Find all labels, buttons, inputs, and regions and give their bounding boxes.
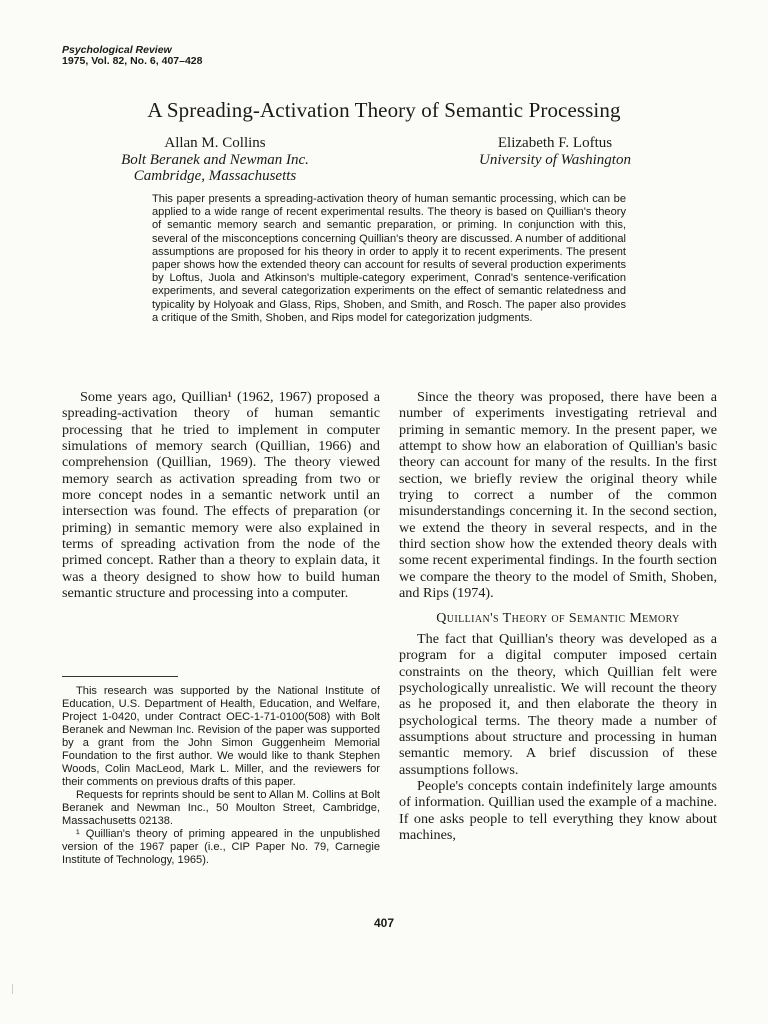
author-1-location: Cambridge, Massachusetts [133,168,297,184]
page-number: 407 [373,916,395,930]
author-2-name: Elizabeth F. Loftus [497,135,613,151]
author-2 [440,135,670,168]
body-column-right [399,389,717,843]
paper-title: A Spreading-Activation Theory of Semantic Processing [147,98,621,122]
author-1-affiliation: Bolt Beranek and Newman Inc. [121,151,309,168]
body-paragraph: Some years ago, Quillian¹ (1962, 1967) proposed a spreading-activation theory of human semantic processing that he tried to implement in computer simulations of memory search (Quillian, 1966) and comprehension (Quillian, 1969). The theory viewed memory search as activation spreading from two or more concept nodes in a semantic network until an intersection was found. The effects of preparation (or priming) in semantic memory were also explained in terms of spreading activation from the node of the primed concept. Rather than a theory to explain data, it was a theory designed to show how to build human semantic structure and processing into a computer. [62,389,380,602]
journal-citation: 1975, Vol. 82, No. 6, 407–428 [62,55,203,67]
author-1 [90,135,340,185]
abstract: This paper presents a spreading-activation theory of human semantic processing, which can be applied to a wide range of recent experimental results. The theory is based on Quillian's theory of semantic memory search and semantic preparation, or priming. In conjunction with this, several of the misconceptions concerning Quillian's theory are discussed. A number of additional assumptions are proposed for his theory in order to apply it to recent experiments. The present paper shows how the extended theory can account for results of several production experiments by Loftus, Juola and Atkinson's multiple-category experiment, Conrad's sentence-verification experiments, and several categorization experiments on the effect of semantic relatedness and typicality by Holyoak and Glass, Rips, Shoben, and Smith, and Rosch. The paper also provides a critique of the Smith, Shoben, and Rips model for categorization judgments. [152,193,626,324]
journal-name: Psychological Review [62,44,172,56]
body-paragraph: People's concepts contain indefinitely large amounts of information. Quillian used the example of a machine. If one asks people to tell everything they know about machines, [399,777,717,843]
footnotes [62,685,380,867]
author-2-affiliation: University of Washington [479,151,631,168]
footnote-acknowledgment: This research was supported by the National Institute of Education, U.S. Department of Health, Education, and Welfare, Project 1-0420, under Contract OEC-1-71-0100(508) with Bolt Beranek and Newman Inc. Revision of the paper was supported by a grant from the John Simon Guggenheim Memorial Foundation to the first author. We would like to thank Stephen Woods, Colin MacLeod, Mark L. Miller, and the reviewers for their comments on previous drafts of this paper. [62,685,380,788]
body-paragraph: Since the theory was proposed, there have been a number of experiments investigating retrieval and priming in semantic memory. In the present paper, we attempt to show how an elaboration of Quillian's basic theory can account for many of the results. In the first section, we briefly review the original theory while trying to correct a number of the common misunderstandings concerning it. In the second section, we extend the theory in several respects, and in the third section show how the extended theory deals with some recent experimental findings. In the fourth section we compare the theory to the model of Smith, Shoben, and Rips (1974). [399,389,717,602]
footnote-reprints: Requests for reprints should be sent to Allan M. Collins at Bolt Beranek and Newman Inc., 50 Moulton Street, Cambridge, Massachusetts 02138. [62,789,380,827]
author-1-name: Allan M. Collins [164,135,266,151]
scan-margin-mark [12,984,13,994]
footnote-1: ¹ Quillian's theory of priming appeared in the unpublished version of the 1967 paper (i.e., CIP Paper No. 79, Carnegie Institute of Technology, 1965). [62,828,380,866]
footnote-divider [62,676,178,677]
journal-header [62,45,202,67]
body-paragraph: The fact that Quillian's theory was developed as a program for a digital computer imposed certain constraints on the theory, which Quillian felt were psychologically unrealistic. We will recount the theory as he proposed it, and then elaborate the theory in psychological terms. The theory made a number of assumptions about structure and processing in human semantic memory. A brief discussion of these assumptions follows. [399,630,717,778]
body-column-left [62,389,380,601]
section-heading: Quillian's Theory of Semantic Memory [436,611,680,627]
